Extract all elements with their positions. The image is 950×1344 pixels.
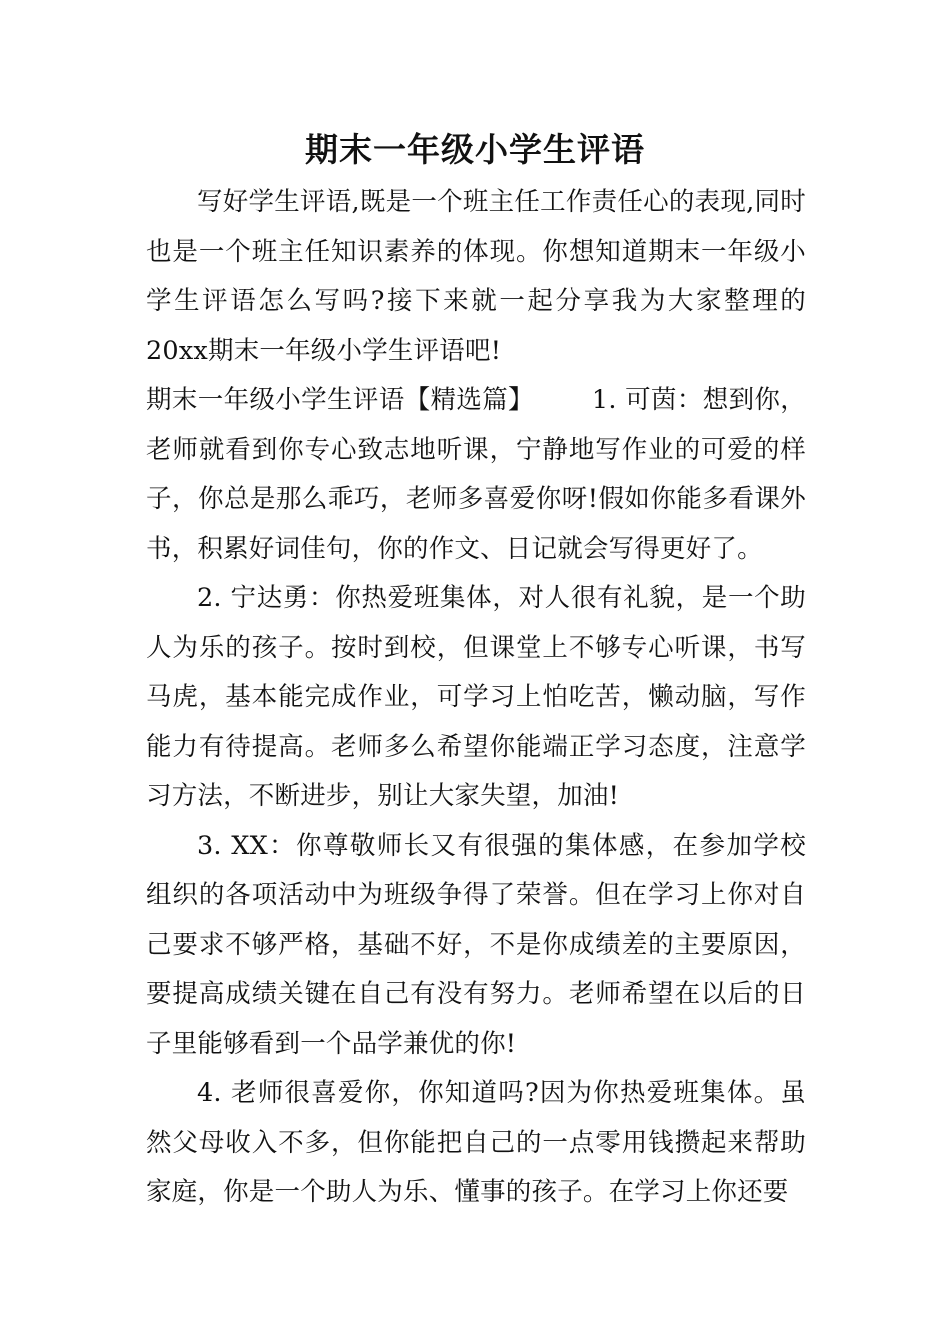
intro-paragraph: 写好学生评语,既是一个班主任工作责任心的表现,同时也是一个班主任知识素养的体现。你想知道期末一年级小学生评语怎么写吗?接下来就一起分享我为大家整理的20xx期末一年级小学生评语吧! bbox=[146, 187, 806, 366]
comment-item-1: 1. 可茵：想到你，老师就看到你专心致志地听课，宁静地写作业的可爱的样子，你总是那么乖巧，老师多喜爱你呀!假如你能多看课外书，积累好词佳句，你的作文、日记就会写得更好了。 bbox=[146, 385, 806, 564]
document-title: 期末一年级小学生评语 bbox=[305, 130, 645, 169]
comment-item-2: 2. 宁达勇：你热爱班集体，对人很有礼貌，是一个助人为乐的孩子。按时到校，但课堂上不够专心听课，书写马虎，基本能完成作业，可学习上怕吃苦，懒动脑，写作能力有待提高。老师多么希望你能端正学习态度，注意学习方法，不断进步，别让大家失望，加油! bbox=[146, 583, 806, 811]
comment-item-4: 4. 老师很喜爱你，你知道吗?因为你热爱班集体。虽然父母收入不多，但你能把自己的一点零用钱攒起来帮助家庭，你是一个助人为乐、懂事的孩子。在学习上你还要 bbox=[146, 1078, 806, 1207]
section-heading: 期末一年级小学生评语【精选篇】 bbox=[146, 385, 534, 415]
section-paragraph bbox=[146, 376, 806, 574]
comment-item-3: 3. XX：你尊敬师长又有很强的集体感，在参加学校组织的各项活动中为班级争得了荣誉。但在学习上你对自己要求不够严格，基础不好，不是你成绩差的主要原因，要提高成绩关键在自己有没有努力。老师希望在以后的日子里能够看到一个品学兼优的你! bbox=[146, 830, 806, 1059]
document-body bbox=[146, 178, 806, 1218]
